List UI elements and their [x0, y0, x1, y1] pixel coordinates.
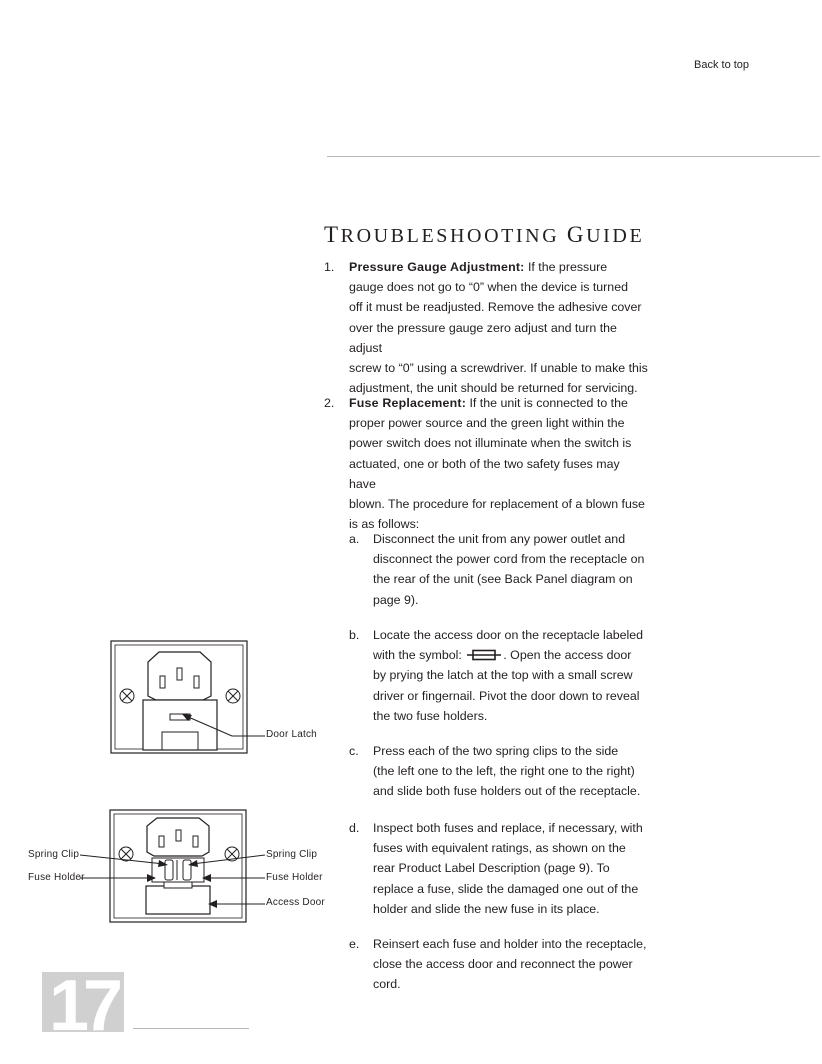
item-line: over the pressure gauge zero adjust and turn the adjust: [349, 320, 617, 355]
fuse-holder-right-label: Fuse Holder: [266, 872, 323, 883]
spring-clip-right-label: Spring Clip: [266, 849, 318, 860]
step-line: Press each of the two spring clips to the side: [373, 744, 619, 758]
step-line: and slide both fuse holders out of the receptacle.: [373, 784, 641, 799]
step-line: fuses with equivalent ratings, as shown on the: [373, 841, 626, 856]
step-line: Disconnect the unit from any power outlet and: [373, 532, 626, 546]
item-line: gauge does not go to “0” when the device is turned: [349, 280, 628, 295]
receptacle-door-latch-diagram: [110, 640, 270, 756]
access-door-label: Access Door: [266, 897, 325, 908]
step-line: close the access door and reconnect the power cord.: [373, 957, 633, 992]
step-d: [373, 818, 663, 919]
step-letter: a.: [349, 532, 360, 546]
item-fuse-replacement: [349, 393, 649, 534]
step-line: with the symbol: . Open the access door: [373, 648, 632, 663]
fuse-holder-left-label: Fuse Holder: [28, 872, 85, 883]
item-heading: Fuse Replacement:: [349, 396, 467, 410]
fuse-holder-diagram: [80, 808, 265, 926]
step-line: by prying the latch at the top with a small screw: [373, 668, 633, 683]
step-b: [373, 625, 663, 726]
step-line: the two fuse holders.: [373, 708, 488, 723]
item-heading: Pressure Gauge Adjustment:: [349, 260, 525, 274]
door-latch-label: Door Latch: [266, 729, 317, 740]
item-line: Fuse Replacement: If the unit is connected to the: [349, 396, 628, 410]
step-line: replace a fuse, slide the damaged one out of the: [373, 881, 639, 896]
item-line: Pressure Gauge Adjustment: If the pressure: [349, 260, 608, 274]
page-number-text: 17: [48, 972, 118, 1032]
step-line: rear Product Label Description (page 9). To: [373, 861, 610, 876]
step-line: Inspect both fuses and replace, if necessary, with: [373, 821, 643, 835]
item-pressure-gauge: [349, 257, 649, 398]
item-line: power switch does not illuminate when the switch is: [349, 436, 632, 451]
step-line: Locate the access door on the receptacle labeled: [373, 628, 644, 642]
item-line: proper power source and the green light within the: [349, 416, 625, 431]
footer-divider: [133, 1028, 249, 1029]
step-line: Reinsert each fuse and holder into the receptacle,: [373, 937, 647, 951]
header-divider: [327, 156, 820, 157]
step-letter: e.: [349, 937, 360, 951]
step-letter: d.: [349, 821, 360, 835]
item-number: 2.: [324, 396, 335, 410]
step-line: driver or fingernail. Pivot the door down to reveal: [373, 688, 640, 703]
item-line: adjustment, the unit should be returned for servicing.: [349, 381, 638, 396]
item-line: actuated, one or both of the two safety fuses may have: [349, 456, 620, 491]
fuse-symbol-icon: [467, 649, 501, 661]
step-line: (the left one to the left, the right one to the right): [373, 764, 635, 779]
step-line: disconnect the power cord from the receptacle on: [373, 552, 645, 567]
step-line: page 9).: [373, 592, 419, 607]
page-number: [42, 972, 124, 1032]
step-letter: c.: [349, 744, 359, 758]
back-to-top-link[interactable]: Back to top: [694, 59, 750, 71]
page-title: TROUBLESHOOTING GUIDE: [324, 222, 645, 247]
spring-clip-left-label: Spring Clip: [28, 849, 80, 860]
step-e: [373, 934, 663, 995]
item-line: is as follows:: [349, 517, 420, 532]
item-line: off it must be readjusted. Remove the adhesive cover: [349, 300, 642, 315]
step-c: [373, 741, 663, 802]
step-line: the rear of the unit (see Back Panel diagram on: [373, 572, 633, 587]
item-line: blown. The procedure for replacement of a blown fuse: [349, 497, 645, 512]
step-a: [373, 529, 663, 610]
item-line: screw to “0” using a screwdriver. If unable to make this: [349, 361, 648, 376]
step-line: holder and slide the new fuse in its place.: [373, 901, 600, 916]
item-number: 1.: [324, 260, 335, 274]
step-letter: b.: [349, 628, 360, 642]
